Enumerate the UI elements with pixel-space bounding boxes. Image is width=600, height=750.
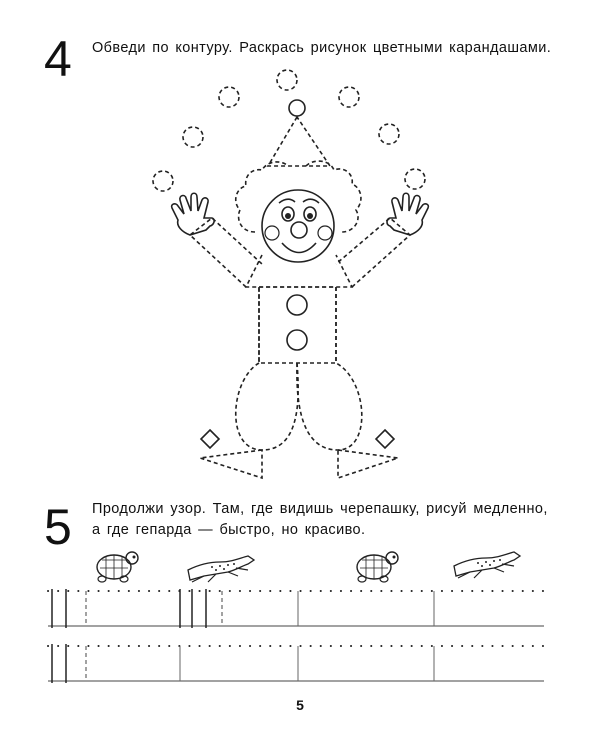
cheetah-icon <box>188 556 254 582</box>
turtle-icon <box>97 552 138 582</box>
task-4-instruction: Обведи по контуру. Раскрась рисунок цветными карандашами. <box>92 40 552 56</box>
cheetah-icon <box>454 552 520 578</box>
task-4-number: 4 <box>44 31 72 87</box>
pattern-row-1 <box>48 589 544 628</box>
task-5-instruction-line-2: а где гепарда — быстро, но красиво. <box>92 522 366 538</box>
pattern-row-2 <box>48 644 544 683</box>
turtle-icon <box>357 552 398 582</box>
page-number: 5 <box>296 697 304 713</box>
task-5-instruction-line-1: Продолжи узор. Там, где видишь черепашку, рисуй медленно, <box>92 501 548 517</box>
task-5-number: 5 <box>44 499 72 555</box>
